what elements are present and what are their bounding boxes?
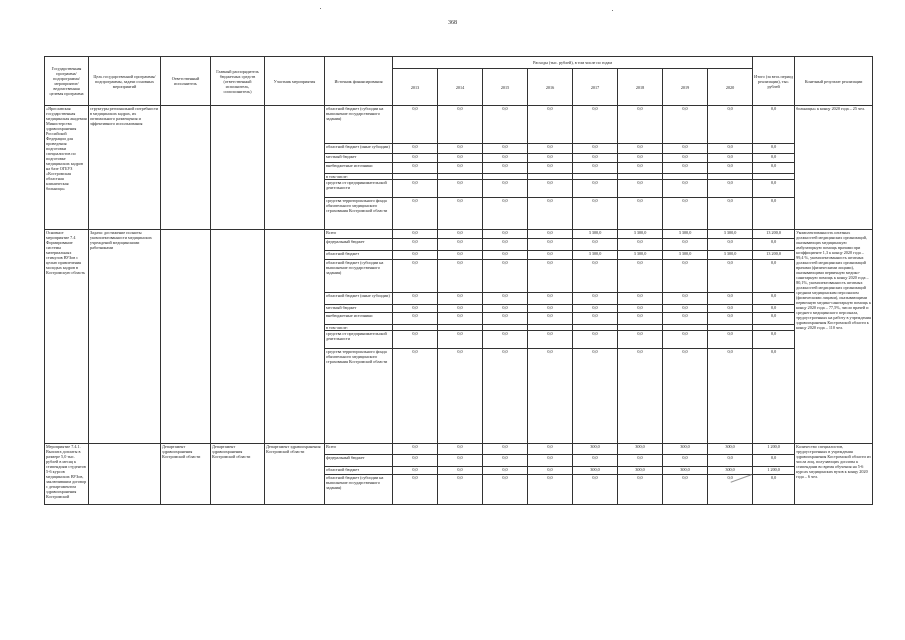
value-cell: 0,0 xyxy=(393,444,438,455)
value-cell: 0,0 xyxy=(438,198,483,230)
header-expenses: Расходы (тыс. рублей), в том числе по годам xyxy=(393,57,753,69)
header-year: 2014 xyxy=(438,69,483,106)
value-cell: 0,0 xyxy=(393,251,438,260)
value-cell: 0,0 xyxy=(573,198,618,230)
participants-cell xyxy=(265,230,325,444)
value-cell: 0,0 xyxy=(528,467,573,475)
value-cell: 0,0 xyxy=(618,475,663,505)
value-cell: 0,0 xyxy=(573,144,618,154)
value-cell: 0,0 xyxy=(663,144,708,154)
value-cell: 0,0 xyxy=(483,293,528,305)
value-cell: 0,0 xyxy=(438,331,483,349)
program-cell: Мероприятие 7.4.1. Выплата доплаты в размере 5,0 тыс. рублей в месяц к стипендиям студентов 5-6 курсов медицинских ВУЗов, заключившим договор с департаментом здравоохранения Костромской xyxy=(45,444,89,505)
value-cell: 0,0 xyxy=(708,144,753,154)
total-cell: 0,0 xyxy=(753,144,795,154)
value-cell: 0,0 xyxy=(528,475,573,505)
table-row xyxy=(45,230,873,239)
goal-cell: структуры региональной потребности в медицинских кадрах, их оптимального размещения и эффективного использования xyxy=(89,106,161,230)
value-cell: 0,0 xyxy=(708,349,753,444)
source-cell: средства территориального фонда обязательного медицинского страхования Костромской области xyxy=(325,349,393,444)
source-cell: внебюджетные источники xyxy=(325,313,393,325)
value-cell: 0,0 xyxy=(438,455,483,467)
scan-dot xyxy=(612,10,613,11)
source-cell: Всего xyxy=(325,444,393,455)
value-cell: 0,0 xyxy=(528,251,573,260)
value-cell: 0,0 xyxy=(438,444,483,455)
value-cell: 0,0 xyxy=(438,163,483,174)
value-cell: 0,0 xyxy=(663,106,708,144)
source-cell: федеральный бюджет xyxy=(325,455,393,467)
value-cell: 3 300,0 xyxy=(663,251,708,260)
value-cell: 0,0 xyxy=(483,305,528,313)
value-cell: 0,0 xyxy=(663,260,708,293)
value-cell: 0,0 xyxy=(573,349,618,444)
program-cell: Основное мероприятие 7.4 Формирование системы материальных стимулов ВУЗов с целью привлечения молодых кадров в Костромскую область xyxy=(45,230,89,444)
value-cell: 0,0 xyxy=(663,198,708,230)
source-cell: местный бюджет xyxy=(325,154,393,163)
value-cell: 0,0 xyxy=(438,467,483,475)
value-cell: 0,0 xyxy=(573,331,618,349)
value-cell: 300,0 xyxy=(708,467,753,475)
value-cell: 0,0 xyxy=(438,313,483,325)
value-cell: 0,0 xyxy=(483,154,528,163)
source-cell: областной бюджет (субсидии на выполнение государственного задания) xyxy=(325,475,393,505)
value-cell: 0,0 xyxy=(708,475,753,505)
value-cell: 0,0 xyxy=(708,239,753,251)
value-cell: 0,0 xyxy=(573,180,618,198)
total-cell: 1 200,0 xyxy=(753,444,795,455)
value-cell: 0,0 xyxy=(483,239,528,251)
total-cell: 0,0 xyxy=(753,313,795,325)
value-cell: 0,0 xyxy=(528,313,573,325)
source-cell: областной бюджет (субсидии на выполнение государственного задания) xyxy=(325,106,393,144)
value-cell: 0,0 xyxy=(438,154,483,163)
value-cell: 0,0 xyxy=(573,455,618,467)
value-cell: 0,0 xyxy=(528,260,573,293)
total-cell: 1 200,0 xyxy=(753,467,795,475)
value-cell: 0,0 xyxy=(573,260,618,293)
value-cell: 0,0 xyxy=(438,180,483,198)
value-cell: 0,0 xyxy=(618,260,663,293)
header-source: Источник финансирования xyxy=(325,57,393,106)
value-cell: 0,0 xyxy=(708,106,753,144)
value-cell: 0,0 xyxy=(483,444,528,455)
value-cell: 0,0 xyxy=(438,475,483,505)
value-cell: 0,0 xyxy=(483,163,528,174)
value-cell: 0,0 xyxy=(528,144,573,154)
value-cell: 0,0 xyxy=(393,106,438,144)
value-cell: 0,0 xyxy=(438,293,483,305)
program-cell: «Ярославская государственная медицинская академия Министерства здравоохранения Российской Федерации для проведения подготовки специалистов по подготовке медицинских кадров на базе ОГБУЗ «Костромская областная клиническая больница» xyxy=(45,106,89,230)
total-cell: 0,0 xyxy=(753,198,795,230)
value-cell: 0,0 xyxy=(393,198,438,230)
value-cell: 0,0 xyxy=(618,331,663,349)
value-cell: 0,0 xyxy=(573,293,618,305)
value-cell: 0,0 xyxy=(393,260,438,293)
value-cell: 0,0 xyxy=(438,260,483,293)
total-cell: 13 200,0 xyxy=(753,230,795,239)
value-cell: 0,0 xyxy=(483,455,528,467)
value-cell: 0,0 xyxy=(663,313,708,325)
value-cell: 0,0 xyxy=(528,293,573,305)
header-manager: Главный распорядитель бюджетных средств (ответственный исполнитель, соисполнитель) xyxy=(211,57,265,106)
value-cell: 0,0 xyxy=(393,313,438,325)
table-row xyxy=(45,444,873,455)
value-cell: 300,0 xyxy=(663,467,708,475)
value-cell: 0,0 xyxy=(483,106,528,144)
value-cell: 0,0 xyxy=(438,239,483,251)
value-cell: 0,0 xyxy=(618,305,663,313)
value-cell: 0,0 xyxy=(663,239,708,251)
value-cell: 0,0 xyxy=(573,163,618,174)
value-cell: 0,0 xyxy=(438,305,483,313)
value-cell: 3 300,0 xyxy=(573,230,618,239)
value-cell: 0,0 xyxy=(528,455,573,467)
value-cell: 0,0 xyxy=(528,154,573,163)
total-cell: 0,0 xyxy=(753,455,795,467)
value-cell: 0,0 xyxy=(393,154,438,163)
executor-cell: Департамент здравоохранения Костромской области xyxy=(161,444,211,505)
total-cell: 0,0 xyxy=(753,106,795,144)
value-cell: 0,0 xyxy=(663,293,708,305)
value-cell: 0,0 xyxy=(528,349,573,444)
value-cell: 0,0 xyxy=(708,163,753,174)
value-cell: 0,0 xyxy=(663,305,708,313)
value-cell: 0,0 xyxy=(618,239,663,251)
value-cell: 0,0 xyxy=(663,475,708,505)
value-cell: 0,0 xyxy=(393,475,438,505)
value-cell: 0,0 xyxy=(573,305,618,313)
value-cell: 0,0 xyxy=(573,313,618,325)
value-cell: 0,0 xyxy=(483,260,528,293)
value-cell: 0,0 xyxy=(438,106,483,144)
value-cell: 0,0 xyxy=(528,239,573,251)
value-cell: 0,0 xyxy=(438,251,483,260)
value-cell: 0,0 xyxy=(483,251,528,260)
source-cell: областной бюджет xyxy=(325,251,393,260)
value-cell: 0,0 xyxy=(438,144,483,154)
header-total: Итого (за весь период реализации), тыс. рублей xyxy=(753,57,795,106)
value-cell: 300,0 xyxy=(573,467,618,475)
value-cell: 0,0 xyxy=(708,260,753,293)
header-year: 2015 xyxy=(483,69,528,106)
header-year: 2020 xyxy=(708,69,753,106)
value-cell: 0,0 xyxy=(663,331,708,349)
value-cell: 0,0 xyxy=(708,313,753,325)
value-cell: 0,0 xyxy=(618,106,663,144)
value-cell: 0,0 xyxy=(573,106,618,144)
executor-cell xyxy=(161,106,211,230)
source-cell: средства территориального фонда обязательного медицинского страхования Костромской области xyxy=(325,198,393,230)
total-cell: 13 200,0 xyxy=(753,251,795,260)
value-cell: 3 300,0 xyxy=(618,251,663,260)
source-cell: областной бюджет (иные субсидии) xyxy=(325,144,393,154)
value-cell: 3 300,0 xyxy=(618,230,663,239)
goal-cell xyxy=(89,444,161,505)
value-cell: 3 300,0 xyxy=(573,251,618,260)
value-cell: 0,0 xyxy=(438,349,483,444)
value-cell: 0,0 xyxy=(483,349,528,444)
manager-cell: Департамент здравоохранения Костромской области xyxy=(211,444,265,505)
value-cell: 0,0 xyxy=(483,230,528,239)
manager-cell xyxy=(211,230,265,444)
value-cell: 0,0 xyxy=(438,230,483,239)
value-cell: 0,0 xyxy=(573,475,618,505)
header-year: 2017 xyxy=(573,69,618,106)
page-number: 368 xyxy=(448,20,457,26)
total-cell: 0,0 xyxy=(753,239,795,251)
total-cell: 0,0 xyxy=(753,154,795,163)
value-cell: 3 300,0 xyxy=(708,230,753,239)
header-executor: Ответственный исполнитель xyxy=(161,57,211,106)
value-cell: 300,0 xyxy=(618,444,663,455)
value-cell: 0,0 xyxy=(618,198,663,230)
scan-dot xyxy=(320,8,321,9)
participants-cell xyxy=(265,106,325,230)
header-goal: Цель государственной программы/подпрограммы, задачи основных мероприятий xyxy=(89,57,161,106)
total-cell: 0,0 xyxy=(753,475,795,505)
value-cell: 0,0 xyxy=(708,293,753,305)
value-cell: 0,0 xyxy=(393,349,438,444)
source-cell: федеральный бюджет xyxy=(325,239,393,251)
source-cell: в том числе: xyxy=(325,325,393,331)
value-cell: 0,0 xyxy=(483,331,528,349)
total-cell: 0,0 xyxy=(753,180,795,198)
header-year: 2016 xyxy=(528,69,573,106)
value-cell: 0,0 xyxy=(618,163,663,174)
total-cell: 0,0 xyxy=(753,349,795,444)
value-cell: 3 300,0 xyxy=(663,230,708,239)
total-cell: 0,0 xyxy=(753,293,795,305)
value-cell: 0,0 xyxy=(708,198,753,230)
result-cell: больницы» к концу 2020 года – 25 чел. xyxy=(795,106,873,230)
value-cell: 300,0 xyxy=(573,444,618,455)
value-cell: 0,0 xyxy=(393,144,438,154)
value-cell: 0,0 xyxy=(708,180,753,198)
value-cell: 0,0 xyxy=(393,293,438,305)
value-cell: 0,0 xyxy=(708,305,753,313)
value-cell: 0,0 xyxy=(618,154,663,163)
value-cell: 0,0 xyxy=(573,239,618,251)
value-cell: 0,0 xyxy=(618,144,663,154)
source-cell: областной бюджет (иные субсидии) xyxy=(325,293,393,305)
value-cell: 0,0 xyxy=(618,455,663,467)
value-cell: 0,0 xyxy=(528,163,573,174)
source-cell: средства от предпринимательской деятельности xyxy=(325,331,393,349)
value-cell: 0,0 xyxy=(393,239,438,251)
value-cell: 0,0 xyxy=(483,475,528,505)
value-cell: 0,0 xyxy=(393,467,438,475)
value-cell: 0,0 xyxy=(528,198,573,230)
table-row xyxy=(45,106,873,144)
value-cell: 300,0 xyxy=(663,444,708,455)
value-cell: 0,0 xyxy=(483,313,528,325)
value-cell: 0,0 xyxy=(483,198,528,230)
value-cell: 0,0 xyxy=(663,163,708,174)
total-cell: 0,0 xyxy=(753,305,795,313)
value-cell: 0,0 xyxy=(393,455,438,467)
value-cell: 0,0 xyxy=(528,305,573,313)
total-cell: 0,0 xyxy=(753,163,795,174)
value-cell: 0,0 xyxy=(663,154,708,163)
executor-cell xyxy=(161,230,211,444)
header-year: 2018 xyxy=(618,69,663,106)
total-cell: 0,0 xyxy=(753,331,795,349)
source-cell: в том числе: xyxy=(325,174,393,180)
value-cell: 0,0 xyxy=(528,230,573,239)
goal-cell: Задача: достижение полноты укомплектованности медицинских учреждений медицинскими работниками xyxy=(89,230,161,444)
value-cell: 0,0 xyxy=(708,455,753,467)
participants-cell: Департамент здравоохранения Костромской области xyxy=(265,444,325,505)
source-cell: местный бюджет xyxy=(325,305,393,313)
value-cell: 0,0 xyxy=(618,313,663,325)
manager-cell xyxy=(211,106,265,230)
value-cell: 0,0 xyxy=(528,331,573,349)
value-cell: 0,0 xyxy=(618,293,663,305)
value-cell: 0,0 xyxy=(618,180,663,198)
value-cell: 0,0 xyxy=(393,331,438,349)
value-cell: 0,0 xyxy=(663,349,708,444)
value-cell: 0,0 xyxy=(573,154,618,163)
total-cell: 0,0 xyxy=(753,260,795,293)
header-result: Конечный результат реализации xyxy=(795,57,873,106)
value-cell: 0,0 xyxy=(483,467,528,475)
source-cell: областной бюджет (субсидии на выполнение государственного задания) xyxy=(325,260,393,293)
value-cell: 0,0 xyxy=(708,331,753,349)
header-program: Государственная программа/подпрограмма/ мероприятие/ ведомственная целевая программа xyxy=(45,57,89,106)
value-cell: 0,0 xyxy=(528,180,573,198)
source-cell: Всего xyxy=(325,230,393,239)
value-cell: 0,0 xyxy=(708,154,753,163)
header-participants: Участник мероприятия xyxy=(265,57,325,106)
value-cell: 0,0 xyxy=(393,180,438,198)
header-year: 2019 xyxy=(663,69,708,106)
value-cell: 3 300,0 xyxy=(708,251,753,260)
value-cell: 0,0 xyxy=(393,163,438,174)
source-cell: средства от предпринимательской деятельности xyxy=(325,180,393,198)
value-cell: 300,0 xyxy=(708,444,753,455)
value-cell: 0,0 xyxy=(483,180,528,198)
result-cell: Укомплектованность штатных должностей медицинских организаций, оказывающих медицинскую амбулаторную помощь врачами при коэффициенте 1,3 к концу 2020 года – 99,4 %, укомплектованность штатных должностей медицинских организаций врачами (физическими лицами), оказывающими первичную медико-санитарную помощь к концу 2020 года – 80,1%, укомплектованность штатных должностей медицинских организаций средним медицинским персоналом (физическими лицами), оказывающими первичную медико-санитарную помощь к концу 2020 года – 77,5%, число врачей и среднего медицинского персонала, трудоустроенных на работу в учреждения здравоохранения Костромской области к концу 2020 года – 110 чел. xyxy=(795,230,873,444)
value-cell: 0,0 xyxy=(663,180,708,198)
value-cell: 300,0 xyxy=(618,467,663,475)
header-year: 2013 xyxy=(393,69,438,106)
value-cell: 0,0 xyxy=(618,349,663,444)
value-cell: 0,0 xyxy=(528,106,573,144)
value-cell: 0,0 xyxy=(393,305,438,313)
value-cell: 0,0 xyxy=(393,230,438,239)
result-cell: Количество специалистов, трудоустроенных в учреждения здравоохранения Костромской области из числа лиц, получающих доплаты к стипендиям во время обучения на 5-6 курсах медицинских вузов к концу 2020 года – 6 чел. xyxy=(795,444,873,505)
source-cell: областной бюджет xyxy=(325,467,393,475)
value-cell: 0,0 xyxy=(528,444,573,455)
financing-table xyxy=(44,56,873,505)
value-cell: 0,0 xyxy=(663,455,708,467)
source-cell: внебюджетные источники xyxy=(325,163,393,174)
value-cell: 0,0 xyxy=(483,144,528,154)
